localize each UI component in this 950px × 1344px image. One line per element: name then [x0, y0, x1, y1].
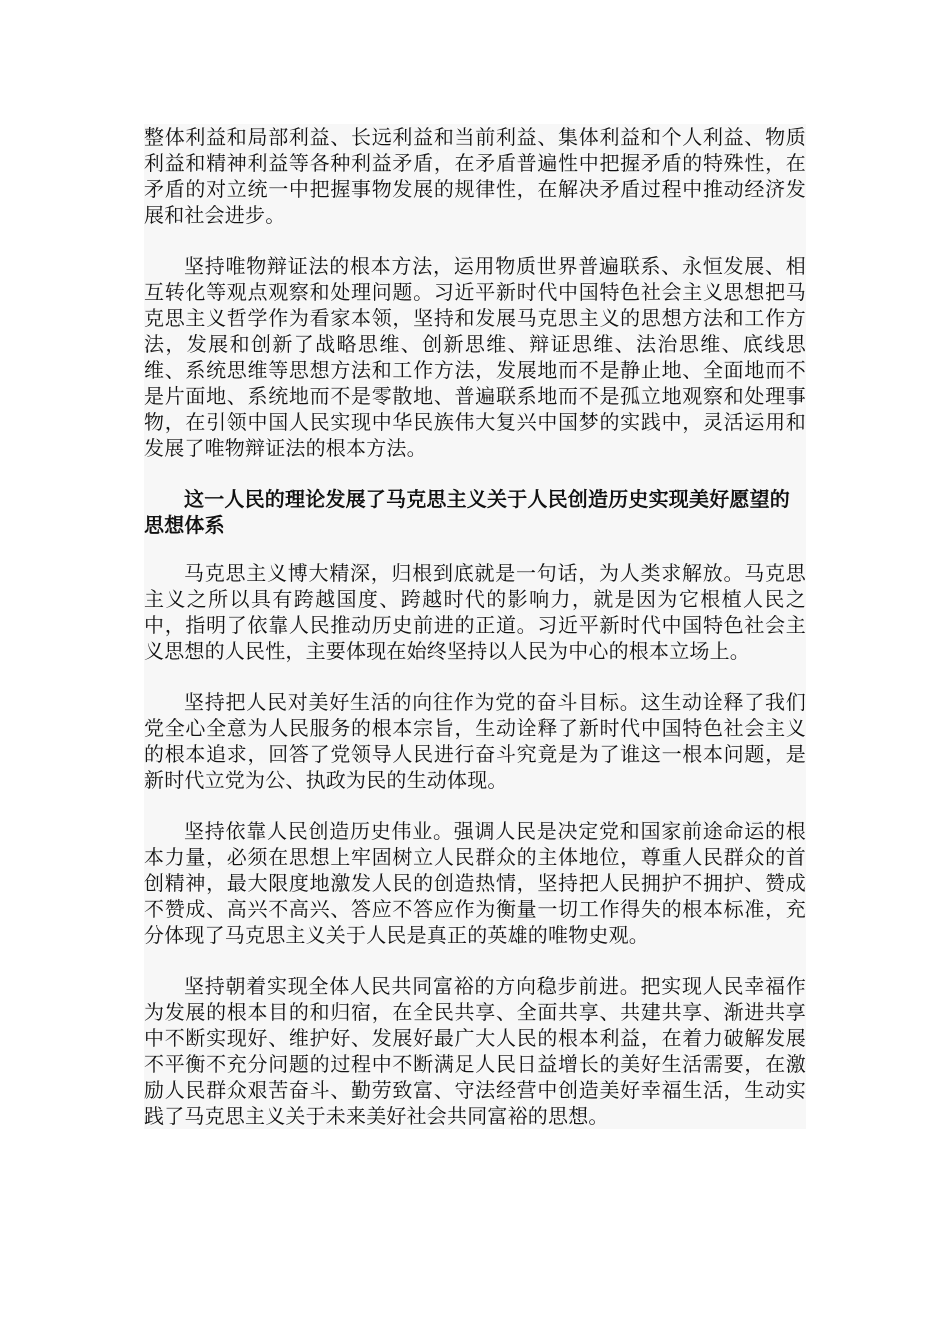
paragraph-4: 坚持把人民对美好生活的向往作为党的奋斗目标。这生动诠释了我们党全心全意为人民服务的根本宗旨，生动诠释了新时代中国特色社会主义的根本追求，回答了党领导人民进行奋斗究竟是为了谁这一根本问题，是新时代立党为公、执政为民的生动体现。 — [144, 690, 806, 792]
paragraph-5: 坚持依靠人民创造历史伟业。强调人民是决定党和国家前途命运的根本力量，必须在思想上牢固树立人民群众的主体地位，尊重人民群众的首创精神，最大限度地激发人民的创造热情，坚持把人民拥护不拥护、赞成不赞成、高兴不高兴、答应不答应作为衡量一切工作得失的根本标准，充分体现了马克思主义关于人民是真正的英雄的唯物史观。 — [144, 819, 806, 947]
section-heading: 这一人民的理论发展了马克思主义关于人民创造历史实现美好愿望的思想体系 — [144, 487, 790, 537]
document-body — [144, 124, 806, 1129]
paragraph-6: 坚持朝着实现全体人民共同富裕的方向稳步前进。把实现人民幸福作为发展的根本目的和归宿，在全民共享、全面共享、共建共享、渐进共享中不断实现好、维护好、发展好最广大人民的根本利益，在着力破解发展不平衡不充分问题的过程中不断满足人民日益增长的美好生活需要，在激励人民群众艰苦奋斗、勤劳致富、守法经营中创造美好幸福生活，生动实践了马克思主义关于未来美好社会共同富裕的思想。 — [144, 974, 806, 1128]
paragraph-2: 坚持唯物辩证法的根本方法，运用物质世界普遍联系、永恒发展、相互转化等观点观察和处理问题。习近平新时代中国特色社会主义思想把马克思主义哲学作为看家本领，坚持和发展马克思主义的思想方法和工作方法，发展和创新了战略思维、创新思维、辩证思维、法治思维、底线思维、系统思维等思想方法和工作方法，发展地而不是静止地、全面地而不是片面地、系统地而不是零散地、普遍联系地而不是孤立地观察和处理事物，在引领中国人民实现中华民族伟大复兴中国梦的实践中，灵活运用和发展了唯物辩证法的根本方法。 — [144, 254, 806, 460]
paragraph-1: 整体利益和局部利益、长远利益和当前利益、集体利益和个人利益、物质利益和精神利益等各种利益矛盾，在矛盾普遍性中把握矛盾的特殊性，在矛盾的对立统一中把握事物发展的规律性，在解决矛盾过程中推动经济发展和社会进步。 — [144, 125, 806, 227]
paragraph-3: 马克思主义博大精深，归根到底就是一句话，为人类求解放。马克思主义之所以具有跨越国度、跨越时代的影响力，就是因为它根植人民之中，指明了依靠人民推动历史前进的正道。习近平新时代中国特色社会主义思想的人民性，主要体现在始终坚持以人民为中心的根本立场上。 — [144, 561, 806, 663]
